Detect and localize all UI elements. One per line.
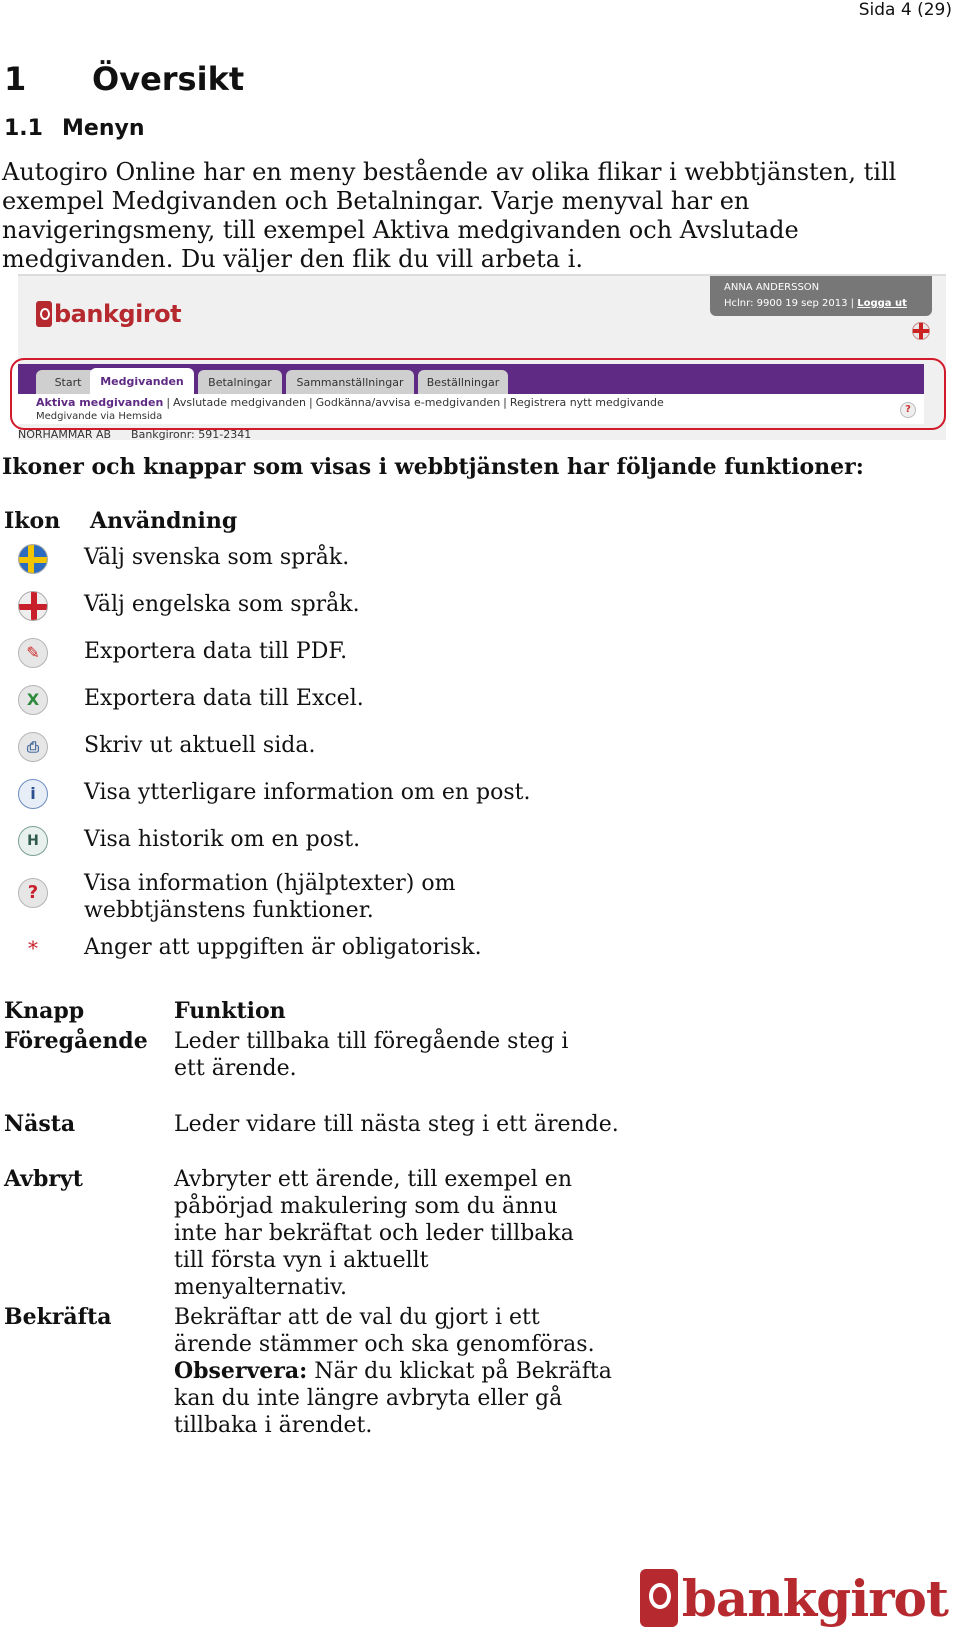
footer-logo-text: bankgirot	[681, 1569, 948, 1628]
page-number: Sida 4 (29)	[858, 0, 952, 20]
icon-row-text: Välj svenska som språk.	[84, 545, 350, 570]
bankgirot-mark-icon	[640, 1569, 678, 1627]
icon-row-text: Anger att uppgiften är obligatorisk.	[84, 935, 482, 960]
bankgirot-logo-text: bankgirot	[54, 300, 182, 328]
subnav-godkanna[interactable]: Godkänna/avvisa e-medgivanden	[315, 396, 501, 409]
info-icon: i	[18, 779, 48, 809]
icon-row-text: Välj engelska som språk.	[84, 592, 360, 617]
intro-paragraph: Autogiro Online har en meny bestående av olika flikar i webbtjänsten, till exempel Medgivanden och Betalningar. Varje menyval har en navigeringsmeny, till exempel Aktiva medgivanden och Avslutade medgivanden. Du väljer den flik du vill arbeta i.	[2, 158, 897, 273]
button-name: Bekräfta	[4, 1304, 112, 1330]
button-name: Avbryt	[4, 1166, 83, 1192]
sub-navigation: Aktiva medgivanden | Avslutade medgivanden | Godkänna/avvisa e-medgivanden | Registrera nytt medgivande Medgivande via Hemsida	[18, 394, 924, 424]
heading-1	[4, 60, 244, 98]
icons-section-title: Ikoner och knappar som visas i webbtjänsten har följande funktioner:	[2, 454, 864, 480]
excel-icon: X	[18, 685, 48, 715]
user-info: Hclnr: 9900 19 sep 2013 |	[724, 298, 855, 309]
english-flag-icon	[18, 591, 48, 621]
icons-table	[4, 508, 704, 960]
heading-2-number: 1.1	[4, 116, 43, 141]
swedish-flag-icon	[18, 544, 48, 574]
user-line	[724, 296, 918, 312]
button-name: Föregående	[4, 1028, 148, 1054]
bankgirot-logo-small	[36, 300, 181, 328]
icon-row-text: Skriv ut aktuell sida.	[84, 733, 316, 758]
heading-1-title: Översikt	[92, 60, 245, 98]
icon-row-text: Visa ytterligare information om en post.	[84, 780, 531, 805]
heading-2	[4, 116, 144, 141]
logout-link[interactable]: Logga ut	[857, 298, 907, 309]
heading-1-number: 1	[4, 60, 27, 98]
heading-2-title: Menyn	[62, 116, 145, 141]
button-function: Leder vidare till nästa steg i ett ärende.	[174, 1112, 619, 1137]
footer-logo	[640, 1569, 948, 1627]
tab-betalningar[interactable]: Betalningar	[198, 370, 282, 394]
company-name: NORHAMMAR AB	[18, 428, 112, 441]
button-name: Nästa	[4, 1111, 76, 1137]
tab-sammanstallningar[interactable]: Sammanställningar	[286, 370, 414, 394]
icon-row-text: Exportera data till PDF.	[84, 639, 348, 664]
icons-col-usage: Användning	[90, 508, 238, 534]
subnav-aktiva[interactable]: Aktiva medgivanden	[36, 396, 164, 409]
tab-start[interactable]: Start	[36, 370, 100, 394]
icon-row-text: Visa information (hjälptexter) om webbtjänstens funktioner.	[84, 871, 456, 923]
history-icon: H	[18, 826, 48, 856]
highlight-box	[10, 358, 946, 430]
subnav-registrera[interactable]: Registrera nytt medgivande	[509, 396, 664, 409]
subnav-avslutade[interactable]: Avslutade medgivanden	[173, 396, 306, 409]
screenshot-footer	[18, 428, 251, 441]
pdf-icon: ✎	[18, 638, 48, 668]
user-box	[710, 276, 932, 316]
tab-medgivanden[interactable]: Medgivanden	[90, 368, 194, 394]
user-name: ANNA ANDERSSON	[724, 282, 820, 293]
button-function-text: Bekräftar att de val du gjort i ett ärende stämmer och ska genomföras.	[174, 1305, 595, 1357]
english-flag-icon[interactable]	[912, 322, 930, 340]
button-function: Avbryter ett ärende, till exempel en påbörjad makulering som du ännu inte har bekräftat och leder tillbaka till första vyn i aktuellt menyalternativ.	[174, 1167, 574, 1300]
help-icon-mini[interactable]: ?	[900, 402, 916, 418]
bankgirot-mark-icon	[36, 301, 52, 327]
menu-screenshot	[18, 274, 946, 452]
subnav-hemsida[interactable]: Medgivande via Hemsida	[36, 411, 163, 422]
buttons-col-function: Funktion	[174, 998, 286, 1024]
note-text: När du klickat på Bekräfta kan du inte längre avbryta eller gå tillbaka i ärendet.	[174, 1359, 612, 1438]
bankgiro-number: Bankgironr: 591-2341	[131, 428, 252, 441]
icons-col-icon: Ikon	[4, 508, 61, 534]
note-label: Observera:	[174, 1358, 308, 1384]
button-function	[174, 1304, 614, 1439]
button-function: Leder tillbaka till föregående steg i ett ärende.	[174, 1029, 569, 1081]
icons-table-header	[4, 508, 704, 542]
help-icon: ?	[18, 878, 48, 908]
tab-bestallningar[interactable]: Beställningar	[418, 370, 508, 394]
asterisk-icon: *	[28, 936, 38, 960]
buttons-col-button: Knapp	[4, 998, 85, 1024]
icon-row-text: Visa historik om en post.	[84, 827, 361, 852]
print-icon: ⎙	[18, 732, 48, 762]
icon-row-text: Exportera data till Excel.	[84, 686, 364, 711]
